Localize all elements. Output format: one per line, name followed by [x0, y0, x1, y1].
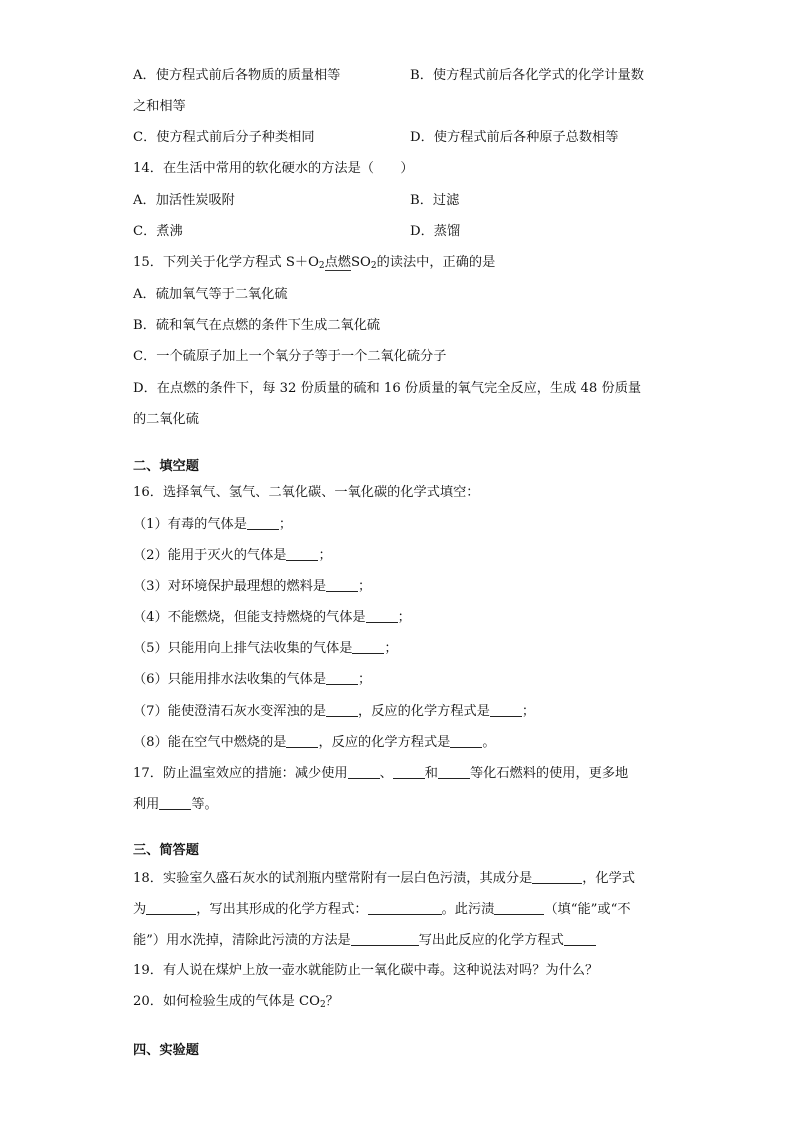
q16-item-7: （7）能使澄清石灰水变浑浊的是 ，反应的化学方程式是 ；: [133, 704, 536, 719]
q14-option-a: A．加活性炭吸附: [133, 193, 235, 208]
q13-option-c: C．使方程式前后分子种类相同: [133, 130, 315, 145]
q15-stem: 15．下列关于化学方程式 $S+O_2$点燃$SO_2$的读法中，正确的是: [133, 255, 496, 271]
answer-blank[interactable]: [326, 702, 358, 717]
q17-line-2: 利用 等。: [133, 797, 218, 812]
q14-option-c: C．煮沸: [133, 224, 183, 239]
answer-blank[interactable]: [564, 931, 596, 946]
q15-option-a: A．硫加氧气等于二氧化硫: [133, 287, 288, 302]
q16-item-6: （6）只能用排水法收集的气体是 ；: [133, 672, 372, 687]
q13-option-d: D．使方程式前后各种原子总数相等: [410, 130, 619, 145]
q16-item-3: （3）对环境保护最理想的燃料是 ；: [133, 579, 372, 594]
q16-item-4: （4）不能燃烧，但能支持燃烧的气体是 ；: [133, 610, 411, 625]
answer-blank[interactable]: [159, 795, 191, 810]
q13-option-b-cont: 之和相等: [133, 99, 186, 114]
q18-line-1: 18．实验室久盛石灰水的试剂瓶内壁常附有一层白色污渍，其成分是 ，化学式: [133, 871, 635, 886]
answer-blank[interactable]: [286, 546, 318, 561]
q13-option-a: A．使方程式前后各物质的质量相等: [133, 68, 341, 83]
section-title-short-answer: 三、简答题: [133, 843, 199, 858]
q16-item-8: （8）能在空气中燃烧的是 ，反应的化学方程式是 。: [133, 735, 496, 750]
answer-blank[interactable]: [351, 931, 419, 946]
answer-blank[interactable]: [326, 577, 358, 592]
q15-option-d: D．在点燃的条件下，每 32 份质量的硫和 16 份质量的氧气完全反应，生成 48 份质量: [133, 381, 642, 396]
answer-blank[interactable]: [326, 670, 358, 685]
q13-option-b: B．使方程式前后各化学式的化学计量数: [410, 68, 644, 83]
answer-blank[interactable]: [247, 515, 279, 530]
answer-blank[interactable]: [368, 900, 442, 915]
q15-option-c: C．一个硫原子加上一个氧分子等于一个二氧化硫分子: [133, 349, 447, 364]
answer-blank[interactable]: [348, 764, 380, 779]
q16-stem: 16．选择氧气、氢气、二氧化碳、一氧化碳的化学式填空：: [133, 485, 480, 500]
q17-line-1: 17．防止温室效应的措施：减少使用 、 和 等化石燃料的使用，更多地: [133, 766, 629, 781]
q18-line-3: 能”）用水洗掉，清除此污渍的方法是 写出此反应的化学方程式: [133, 931, 596, 950]
section-title-experiment: 四、实验题: [133, 1043, 199, 1058]
q16-item-5: （5）只能用向上排气法收集的气体是 ；: [133, 641, 398, 656]
q15-option-b: B．硫和氧气在点燃的条件下生成二氧化硫: [133, 318, 381, 333]
q14-option-d: D．蒸馏: [410, 224, 461, 239]
reaction-condition: 点燃: [324, 255, 351, 270]
q16-item-1: （1）有毒的气体是 ；: [133, 517, 293, 532]
q15-option-d-cont: 的二氧化硫: [133, 412, 199, 427]
answer-blank[interactable]: [532, 869, 582, 884]
q16-item-2: （2）能用于灭火的气体是 ；: [133, 548, 332, 563]
answer-blank[interactable]: [366, 608, 398, 623]
answer-blank[interactable]: [146, 900, 196, 915]
q19: 19．有人说在煤炉上放一壶水就能防止一氧化碳中毒。这种说法对吗？为什么？: [133, 963, 599, 978]
answer-blank[interactable]: [450, 733, 482, 748]
q14-stem: 14．在生活中常用的软化硬水的方法是（ ）: [133, 161, 414, 176]
q18-line-2: 为 ，写出其形成的化学方程式： 。此污渍 （填“能”或“不: [133, 902, 631, 917]
section-title-fill-in: 二、填空题: [133, 459, 199, 474]
answer-blank[interactable]: [490, 702, 522, 717]
answer-blank[interactable]: [352, 639, 384, 654]
answer-blank[interactable]: [286, 733, 318, 748]
q14-option-b: B．过滤: [410, 193, 460, 208]
answer-blank[interactable]: [393, 764, 425, 779]
answer-blank[interactable]: [494, 900, 544, 915]
answer-blank[interactable]: [438, 764, 470, 779]
q20: 20．如何检验生成的气体是 $CO_2$？: [133, 994, 339, 1010]
